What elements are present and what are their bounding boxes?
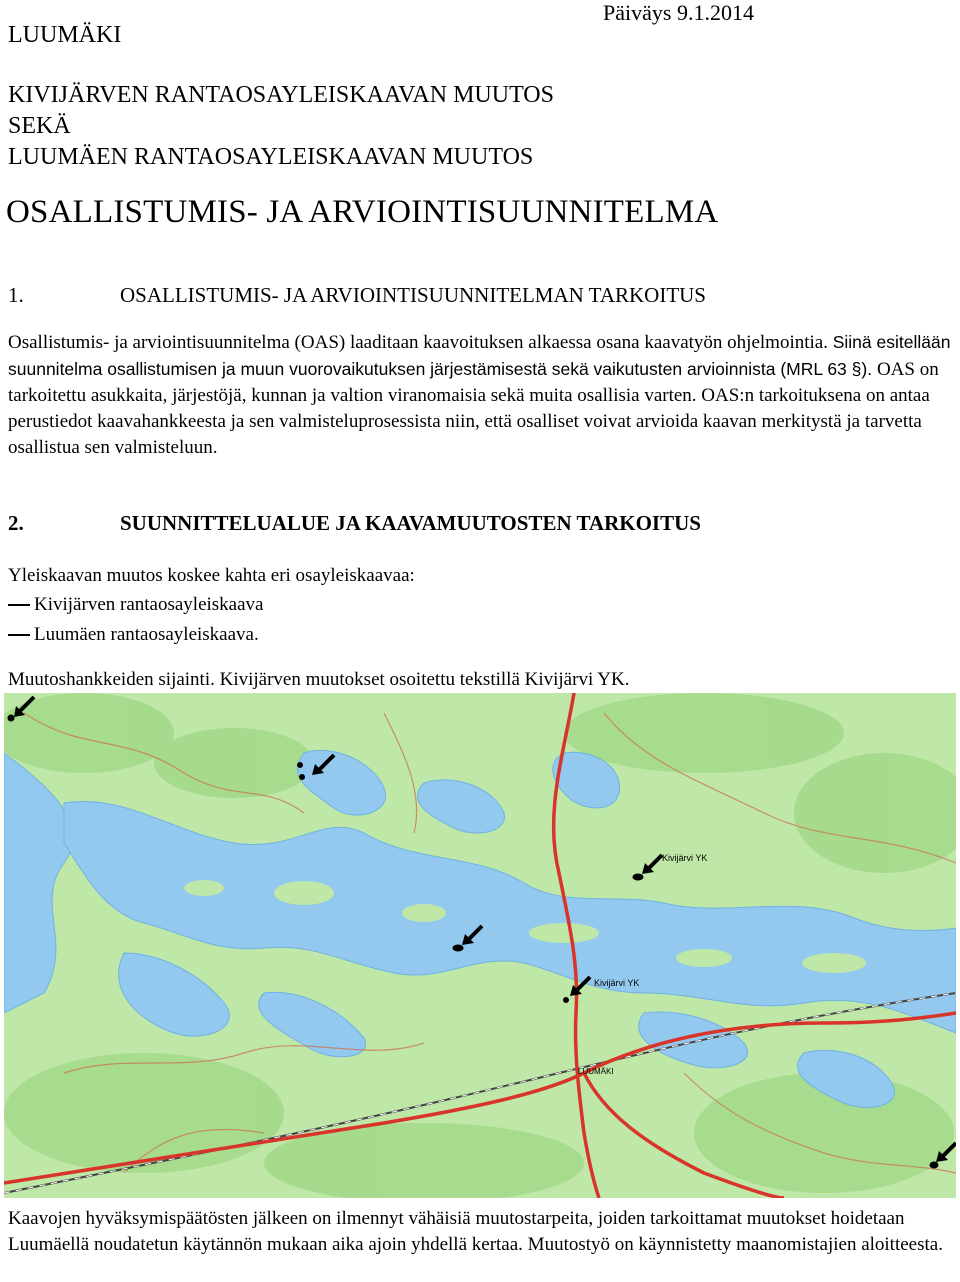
- map-graphic: [4, 693, 956, 1198]
- plan-title-line-1: KIVIJÄRVEN RANTAOSAYLEISKAAVAN MUUTOS: [8, 82, 554, 108]
- document-date: Päiväys 9.1.2014: [603, 0, 754, 25]
- section-2-number: 2.: [8, 511, 24, 535]
- section-2-title: SUUNNITTELUALUE JA KAAVAMUUTOSTEN TARKOITUS: [120, 511, 701, 535]
- map-label-luumaki: LUUMÄKI: [578, 1067, 614, 1076]
- paragraph-sentence-1: Osallistumis- ja arviointisuunnitelma (OAS) laaditaan kaavoituksen alkaessa osana kaavatyön ohjelmointia.: [8, 332, 833, 353]
- section-1-number: 1.: [8, 283, 24, 307]
- closing-paragraph: Kaavojen hyväksymispäätösten jälkeen on ilmennyt vähäisiä muutostarpeita, joiden tarkoittamat muutokset hoidetaan Luumäellä noudatetun käytännön mukaan aika ajoin yhdellä kertaa. Muutostyö on käynnistetty maanomistajien aloitteesta.: [8, 1208, 943, 1255]
- document-title: OSALLISTUMIS- JA ARVIOINTISUUNNITELMA: [6, 194, 719, 230]
- section-1-paragraph: [8, 329, 958, 461]
- plan-title-line-2: SEKÄ: [8, 113, 71, 139]
- map-label-kivijarvi-1: Kivijärvi YK: [662, 853, 708, 863]
- section-1-heading: [8, 283, 706, 308]
- list-item-label: Luumäen rantaosayleiskaava.: [34, 624, 259, 645]
- municipality-name: LUUMÄKI: [8, 22, 122, 48]
- section-2-heading: [8, 511, 701, 536]
- paragraph-sentence-3: OAS on tarkoitettu asukkaita, järjestöjä, kunnan ja valtion viranomaisia sekä muita osallisia varten.: [8, 359, 939, 406]
- plan-list: [8, 590, 263, 650]
- plan-title: [8, 80, 554, 173]
- paragraph-sentence-2: Siinä esitellään suunnitelma osallistumisen ja muun vuorovaikutuksen järjestämisestä sekä vaikutusten arvioinnista (MRL 63 §).: [8, 332, 951, 379]
- dash-bullet: [8, 604, 30, 606]
- dash-bullet: [8, 634, 30, 636]
- map-label-kivijarvi-2: Kivijärvi YK: [594, 978, 640, 988]
- plan-title-line-3: LUUMÄEN RANTAOSAYLEISKAAVAN MUUTOS: [8, 144, 534, 170]
- list-item: [8, 590, 263, 620]
- section-2-intro: Yleiskaavan muutos koskee kahta eri osayleiskaavaa:: [8, 565, 415, 586]
- list-item: [8, 620, 263, 650]
- location-map: [4, 693, 956, 1198]
- list-item-label: Kivijärven rantaosayleiskaava: [34, 594, 264, 615]
- paragraph-sentence-4: OAS:n tarkoituksena on antaa perustiedot kaavahankkeesta ja sen valmisteluprosessista niin, että osalliset voivat arvioida kaavan merkitystä ja tarvetta osallistua sen valmisteluun.: [8, 385, 930, 458]
- section-1-title: OSALLISTUMIS- JA ARVIOINTISUUNNITELMAN TARKOITUS: [120, 283, 706, 307]
- map-caption: Muutoshankkeiden sijainti. Kivijärven muutokset osoitettu tekstillä Kivijärvi YK.: [8, 669, 630, 690]
